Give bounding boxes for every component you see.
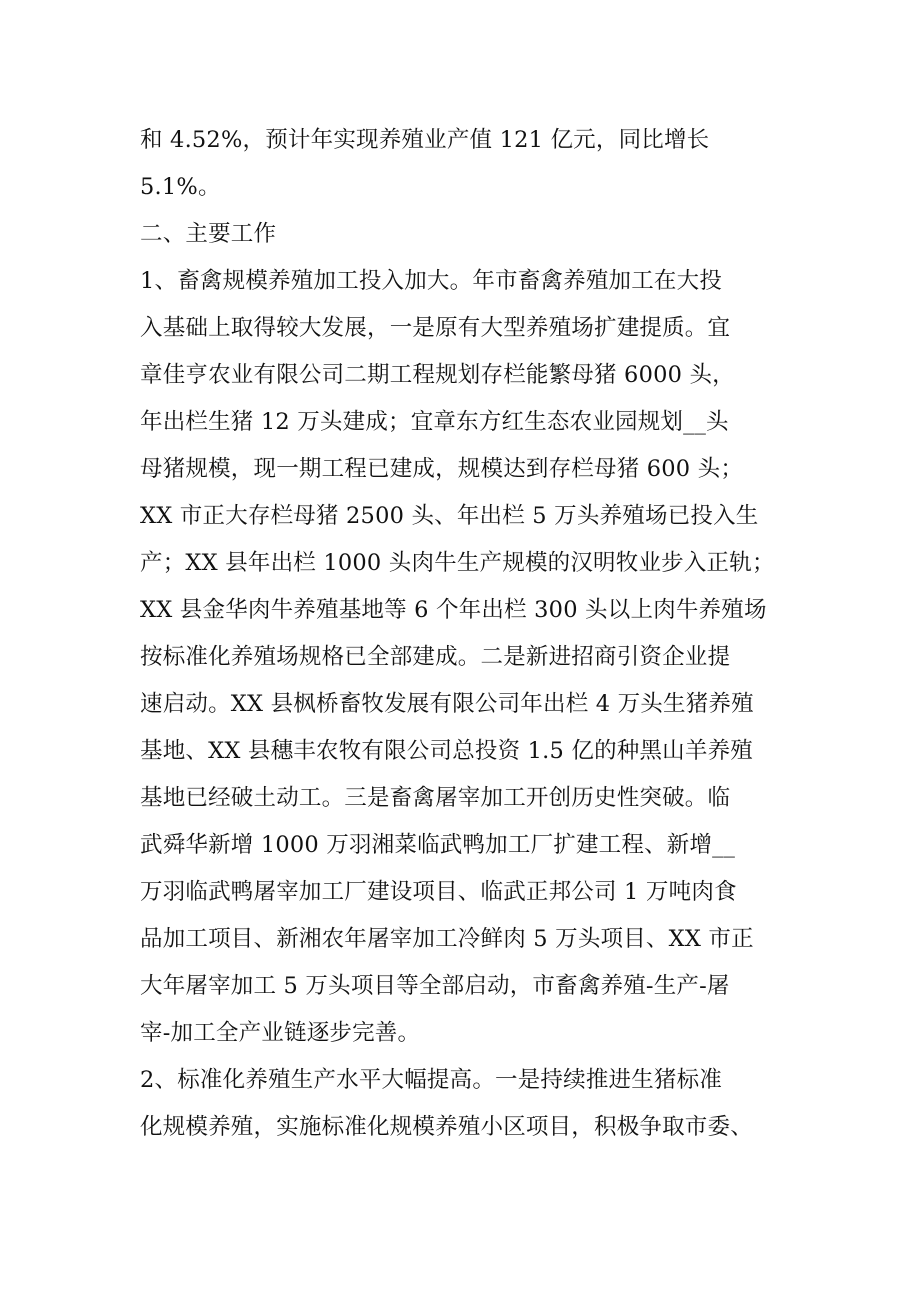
text-line: 化规模养殖，实施标准化规模养殖小区项目，积极争取市委、 [140,1114,753,1140]
text-line: 5.1%。 [140,174,221,200]
text-line: 1、畜禽规模养殖加工投入加大。年市畜禽养殖加工在大投 [140,268,723,294]
text-line: 2、标准化养殖生产水平大幅提高。一是持续推进生猪标准 [140,1067,723,1093]
text-line: XX 市正大存栏母猪 2500 头、年出栏 5 万头养殖场已投入生 [140,503,759,529]
text-line: 万羽临武鸭屠宰加工厂建设项目、临武正邦公司 1 万吨肉食 [140,879,737,905]
text-line: 速启动。XX 县枫桥畜牧发展有限公司年出栏 4 万头生猪养殖 [140,691,754,717]
text-line: 基地已经破土动工。三是畜禽屠宰加工开创历史性突破。临 [140,785,731,811]
text-line: 大年屠宰加工 5 万头项目等全部启动，市畜禽养殖-生产-屠 [140,973,730,999]
text-line: 产；XX 县年出栏 1000 头肉牛生产规模的汉明牧业步入正轨； [140,550,775,576]
text-line: 母猪规模，现一期工程已建成，规模达到存栏母猪 600 头； [140,456,744,482]
text-line: 章佳亨农业有限公司二期工程规划存栏能繁母猪 6000 头， [140,362,735,388]
text-line: 年出栏生猪 12 万头建成；宜章东方红生态农业园规划__头 [140,409,729,435]
text-line: 品加工项目、新湘农年屠宰加工冷鲜肉 5 万头项目、XX 市正 [140,926,754,952]
section-heading: 二、主要工作 [140,221,277,247]
text-line: 武舜华新增 1000 万羽湘菜临武鸭加工厂扩建工程、新增__ [140,832,736,858]
text-line: 基地、XX 县穗丰农牧有限公司总投资 1.5 亿的种黑山羊养殖 [140,738,753,764]
text-line: 和 4.52%，预计年实现养殖业产值 121 亿元，同比增长 [140,127,710,153]
text-line: 宰-加工全产业链逐步完善。 [140,1020,421,1046]
text-line: 入基础上取得较大发展，一是原有大型养殖场扩建提质。宜 [140,315,731,341]
text-line: 按标准化养殖场规格已全部建成。二是新进招商引资企业提 [140,644,731,670]
text-line: XX 县金华肉牛养殖基地等 6 个年出栏 300 头以上肉牛养殖场 [140,597,767,623]
